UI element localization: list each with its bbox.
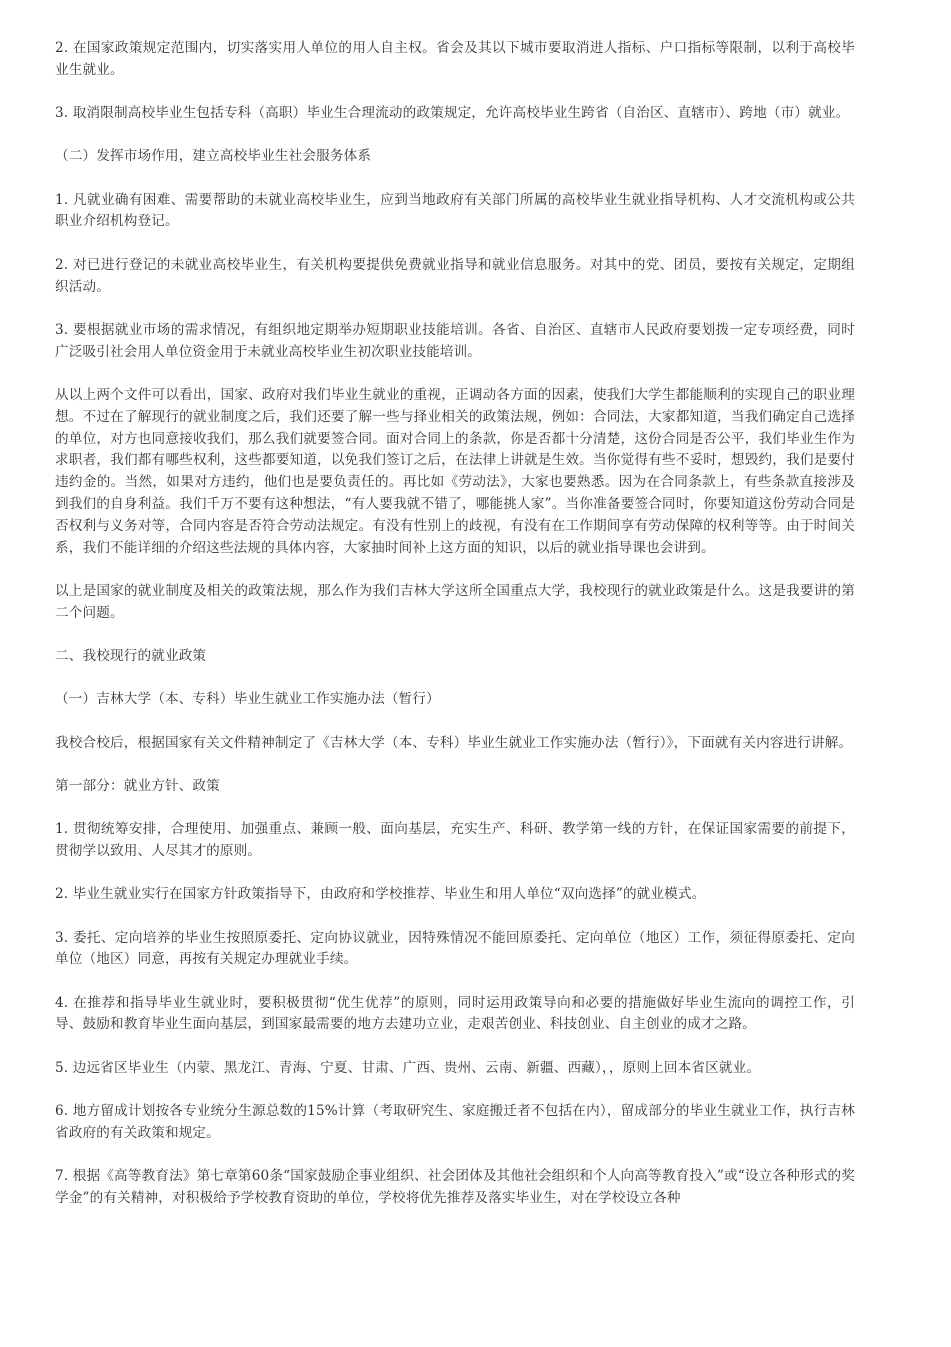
section-heading: （一）吉林大学（本、专科）毕业生就业工作实施办法（暂行） <box>55 691 440 708</box>
paragraph: 2. 对已进行登记的未就业高校毕业生，有关机构要提供免费就业指导和就业信息服务。对其中的党、团员，要按有关规定，定期组织活动。 <box>55 256 855 295</box>
paragraph: 5. 边远省区毕业生（内蒙、黑龙江、青海、宁夏、甘肃、广西、贵州、云南、新疆、西藏），，原则上回本省区就业。 <box>55 1059 761 1076</box>
document-page <box>55 38 855 1231</box>
paragraph: 3. 要根据就业市场的需求情况，有组织地定期举办短期职业技能培训。各省、自治区、直辖市人民政府要划拨一定专项经费，同时广泛吸引社会用人单位资金用于未就业高校毕业生初次职业技能培训。 <box>55 321 855 360</box>
paragraph: 1. 凡就业确有困难、需要帮助的未就业高校毕业生，应到当地政府有关部门所属的高校毕业生就业指导机构、人才交流机构或公共职业介绍机构登记。 <box>55 191 855 230</box>
section-heading: 二、我校现行的就业政策 <box>55 647 207 664</box>
paragraph: 4. 在推荐和指导毕业生就业时，要积极贯彻“优生优荐”的原则，同时运用政策导向和必要的措施做好毕业生流向的调控工作，引导、鼓励和教育毕业生面向基层，到国家最需要的地方去建功立业，走艰苦创业、科技创业、自主创业的成才之路。 <box>55 994 855 1033</box>
paragraph: 3. 取消限制高校毕业生包括专科（高职）毕业生合理流动的政策规定，允许高校毕业生跨省（自治区、直辖市）、跨地（市）就业。 <box>55 105 850 122</box>
paragraph: 2. 毕业生就业实行在国家方针政策指导下，由政府和学校推荐、毕业生和用人单位“双向选择”的就业模式。 <box>55 886 706 903</box>
paragraph: 从以上两个文件可以看出，国家、政府对我们毕业生就业的重视，正调动各方面的因素，使我们大学生都能顺利的实现自己的职业理想。不过在了解现行的就业制度之后，我们还要了解一些与择业相关的政策法规，例如：合同法，大家都知道，当我们确定自己选择的单位，对方也同意接收我们，那么我们就要签合同。面对合同上的条款，你是否都十分清楚，这份合同是否公平，我们毕业生作为求职者，我们都有哪些权利，这些都要知道，以免我们签订之后，在法律上讲就是生效。当你觉得有些不妥时，想毁约，我们是要付违约金的。当然，如果对方违约，他们也是要负责任的。再比如《劳动法》，大家也要熟悉。因为在合同条款上，有些条款直接涉及到我们的自身利益。我们千万不要有这种想法，“有人要我就不错了，哪能挑人家”。当你准备要签合同时，你要知道这份劳动合同是否权利与义务对等，合同内容是否符合劳动法规定。有没有性别上的歧视，有没有在工作期间享有劳动保障的权利等等。由于时间关系，我们不能详细的介绍这些法规的具体内容，大家抽时间补上这方面的知识，以后的就业指导课也会讲到。 <box>55 386 855 556</box>
paragraph: 2. 在国家政策规定范围内，切实落实用人单位的用人自主权。省会及其以下城市要取消进人指标、户口指标等限制，以利于高校毕业生就业。 <box>55 40 855 78</box>
paragraph: 6. 地方留成计划按各专业统分生源总数的15%计算（考取研究生、家庭搬迁者不包括在内），留成部分的毕业生就业工作，执行吉林省政府的有关政策和规定。 <box>55 1103 855 1141</box>
section-heading: 第一部分：就业方针、政策 <box>55 777 220 794</box>
paragraph: 1. 贯彻统筹安排，合理使用、加强重点、兼顾一般、面向基层，充实生产、科研、教学第一线的方针，在保证国家需要的前提下，贯彻学以致用、人尽其才的原则。 <box>55 821 855 859</box>
paragraph: 7. 根据《高等教育法》第七章第60条“国家鼓励企事业组织、社会团体及其他社会组织和个人向高等教育投入”或“设立各种形式的奖学金”的有关精神，对积极给予学校教育资助的单位，学校将优先推荐及落实毕业生，对在学校设立各种 <box>55 1168 855 1206</box>
paragraph: 3. 委托、定向培养的毕业生按照原委托、定向协议就业，因特殊情况不能回原委托、定向单位（地区）工作，须征得原委托、定向单位（地区）同意，再按有关规定办理就业手续。 <box>55 929 855 968</box>
paragraph: 我校合校后，根据国家有关文件精神制定了《吉林大学（本、专科）毕业生就业工作实施办法（暂行）》，下面就有关内容进行讲解。 <box>55 734 853 751</box>
paragraph: 以上是国家的就业制度及相关的政策法规，那么作为我们吉林大学这所全国重点大学，我校现行的就业政策是什么。这是我要讲的第二个问题。 <box>55 582 855 621</box>
section-heading: （二）发挥市场作用，建立高校毕业生社会服务体系 <box>55 148 372 165</box>
